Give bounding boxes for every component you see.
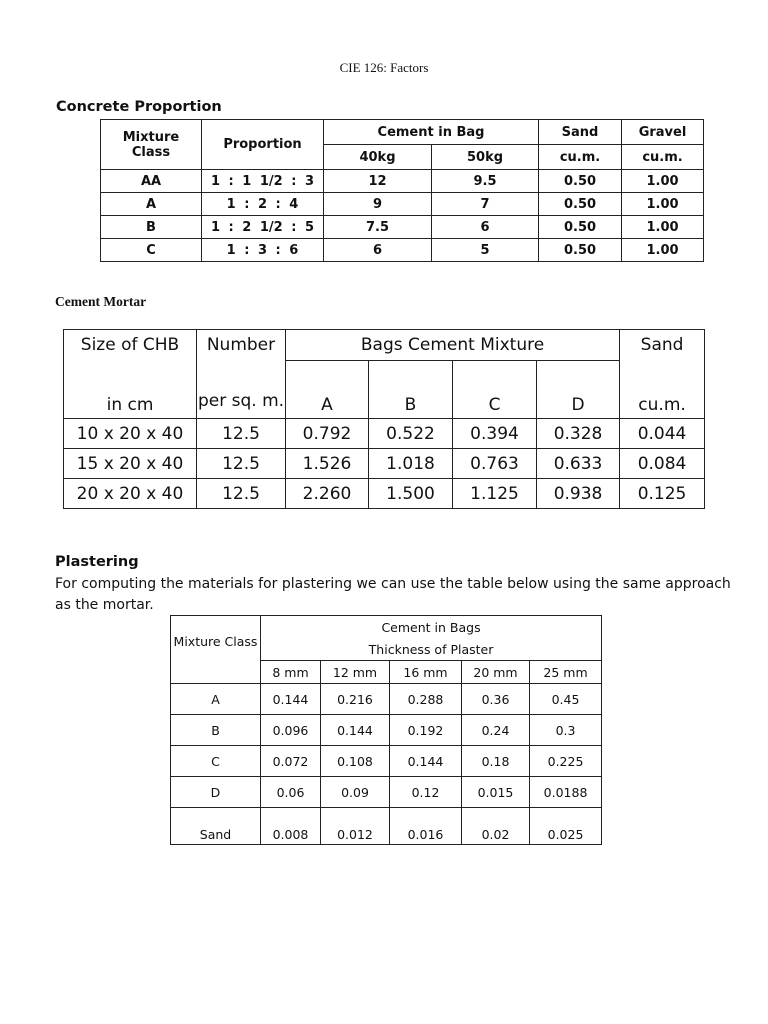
table-cell: 0.192 bbox=[390, 715, 462, 746]
table-cell: AA bbox=[101, 170, 202, 193]
table-cell: 1.00 bbox=[622, 239, 704, 262]
table-cell: 12.5 bbox=[197, 419, 286, 449]
table-cell: 0.025 bbox=[530, 808, 602, 845]
table-cell: 0.06 bbox=[261, 777, 321, 808]
table-cell: 0.50 bbox=[539, 239, 622, 262]
table-cell: 0.072 bbox=[261, 746, 321, 777]
table-cell: Sand bbox=[171, 808, 261, 845]
table-header-row bbox=[171, 616, 602, 639]
table-cell: 0.044 bbox=[620, 419, 705, 449]
table-cell: 1.500 bbox=[369, 479, 453, 509]
table-cell: 12.5 bbox=[197, 449, 286, 479]
table-cell: 6 bbox=[324, 239, 432, 262]
table-cell: 5 bbox=[432, 239, 539, 262]
table-row bbox=[171, 684, 602, 715]
table-cell: 1 : 3 : 6 bbox=[202, 239, 324, 262]
table-cell: D bbox=[171, 777, 261, 808]
table-cell: 0.09 bbox=[321, 777, 390, 808]
mixture-a-header: A bbox=[286, 361, 369, 419]
table-cell: 15 x 20 x 40 bbox=[64, 449, 197, 479]
number-unit-header: per sq. m. bbox=[197, 361, 286, 419]
size-unit-header: in cm bbox=[64, 361, 197, 419]
table-cell: 0.792 bbox=[286, 419, 369, 449]
table-cell: 0.02 bbox=[462, 808, 530, 845]
sand-header: Sand bbox=[539, 120, 622, 145]
table-row bbox=[64, 479, 705, 509]
cement-in-bag-header: Cement in Bag bbox=[324, 120, 539, 145]
table-cell: 0.50 bbox=[539, 170, 622, 193]
table-cell: 0.144 bbox=[321, 715, 390, 746]
mixture-d-header: D bbox=[537, 361, 620, 419]
table-cell: 9.5 bbox=[432, 170, 539, 193]
cement-mortar-table bbox=[63, 329, 705, 509]
number-header: Number bbox=[197, 330, 286, 361]
plastering-table bbox=[170, 615, 602, 845]
table-row bbox=[171, 715, 602, 746]
table-cell: 0.328 bbox=[537, 419, 620, 449]
table-cell: B bbox=[101, 216, 202, 239]
table-cell: 0.008 bbox=[261, 808, 321, 845]
table-cell: 1 : 2 1/2 : 5 bbox=[202, 216, 324, 239]
table-cell: 0.288 bbox=[390, 684, 462, 715]
table-row bbox=[171, 777, 602, 808]
table-cell: 0.633 bbox=[537, 449, 620, 479]
table-cell: 7 bbox=[432, 193, 539, 216]
table-row bbox=[171, 808, 602, 845]
table-cell: 0.763 bbox=[453, 449, 537, 479]
table-cell: 0.24 bbox=[462, 715, 530, 746]
bags-cement-mixture-header: Bags Cement Mixture bbox=[286, 330, 620, 361]
table-cell: 12 bbox=[324, 170, 432, 193]
table-cell: 20 x 20 x 40 bbox=[64, 479, 197, 509]
table-row bbox=[64, 449, 705, 479]
mixture-class-header bbox=[101, 120, 202, 170]
table-cell: 0.36 bbox=[462, 684, 530, 715]
table-cell: 9 bbox=[324, 193, 432, 216]
table-cell: A bbox=[171, 684, 261, 715]
table-cell: C bbox=[171, 746, 261, 777]
table-cell: 0.144 bbox=[390, 746, 462, 777]
bag-40kg-header: 40kg bbox=[324, 145, 432, 170]
thickness-20mm-header: 20 mm bbox=[462, 661, 530, 684]
table-header-row bbox=[64, 330, 705, 361]
table-cell: 1.00 bbox=[622, 170, 704, 193]
table-cell: 1 : 1 1/2 : 3 bbox=[202, 170, 324, 193]
table-cell: 0.522 bbox=[369, 419, 453, 449]
table-cell: 1 : 2 : 4 bbox=[202, 193, 324, 216]
table-cell: 0.108 bbox=[321, 746, 390, 777]
table-cell: 0.938 bbox=[537, 479, 620, 509]
sand-unit-header: cu.m. bbox=[620, 361, 705, 419]
table-cell: 0.015 bbox=[462, 777, 530, 808]
table-cell: 6 bbox=[432, 216, 539, 239]
plastering-paragraph: For computing the materials for plastering we can use the table below using the same approach as the mortar. bbox=[55, 576, 731, 613]
mixture-class-header: Mixture Class bbox=[171, 616, 261, 684]
cement-in-bags-header: Cement in Bags bbox=[261, 616, 602, 639]
table-cell: C bbox=[101, 239, 202, 262]
table-cell: 2.260 bbox=[286, 479, 369, 509]
table-cell: 0.144 bbox=[261, 684, 321, 715]
gravel-header: Gravel bbox=[622, 120, 704, 145]
table-cell: 0.3 bbox=[530, 715, 602, 746]
thickness-16mm-header: 16 mm bbox=[390, 661, 462, 684]
thickness-12mm-header: 12 mm bbox=[321, 661, 390, 684]
table-cell: B bbox=[171, 715, 261, 746]
sand-unit-header: cu.m. bbox=[539, 145, 622, 170]
size-chb-header: Size of CHB bbox=[64, 330, 197, 361]
table-row bbox=[101, 193, 704, 216]
plastering-heading: Plastering bbox=[55, 554, 139, 570]
table-cell: 1.526 bbox=[286, 449, 369, 479]
table-cell: 0.096 bbox=[261, 715, 321, 746]
bag-50kg-header: 50kg bbox=[432, 145, 539, 170]
thickness-25mm-header: 25 mm bbox=[530, 661, 602, 684]
header-text: Mixture bbox=[122, 129, 180, 145]
table-cell: 10 x 20 x 40 bbox=[64, 419, 197, 449]
table-header-row bbox=[101, 120, 704, 145]
concrete-proportion-heading: Concrete Proportion bbox=[56, 99, 222, 115]
table-cell: 0.50 bbox=[539, 193, 622, 216]
table-cell: 0.216 bbox=[321, 684, 390, 715]
table-row bbox=[171, 746, 602, 777]
table-row bbox=[101, 216, 704, 239]
table-row bbox=[101, 170, 704, 193]
mixture-b-header: B bbox=[369, 361, 453, 419]
mixture-c-header: C bbox=[453, 361, 537, 419]
table-row bbox=[101, 239, 704, 262]
thickness-8mm-header: 8 mm bbox=[261, 661, 321, 684]
table-cell: 7.5 bbox=[324, 216, 432, 239]
table-cell: A bbox=[101, 193, 202, 216]
table-cell: 0.18 bbox=[462, 746, 530, 777]
header-text: Class bbox=[131, 144, 171, 160]
table-cell: 0.125 bbox=[620, 479, 705, 509]
table-cell: 1.125 bbox=[453, 479, 537, 509]
table-cell: 0.45 bbox=[530, 684, 602, 715]
table-cell: 0.394 bbox=[453, 419, 537, 449]
table-header-row bbox=[64, 361, 705, 419]
table-cell: 12.5 bbox=[197, 479, 286, 509]
table-cell: 1.00 bbox=[622, 216, 704, 239]
concrete-proportion-table bbox=[100, 119, 704, 262]
thickness-of-plaster-header: Thickness of Plaster bbox=[261, 638, 602, 661]
table-row bbox=[64, 419, 705, 449]
proportion-header: Proportion bbox=[202, 120, 324, 170]
table-cell: 0.012 bbox=[321, 808, 390, 845]
document-title: CIE 126: Factors bbox=[339, 60, 429, 75]
table-cell: 0.12 bbox=[390, 777, 462, 808]
gravel-unit-header: cu.m. bbox=[622, 145, 704, 170]
table-cell: 0.225 bbox=[530, 746, 602, 777]
sand-header: Sand bbox=[620, 330, 705, 361]
table-cell: 0.016 bbox=[390, 808, 462, 845]
table-cell: 1.00 bbox=[622, 193, 704, 216]
cement-mortar-heading: Cement Mortar bbox=[55, 294, 147, 309]
table-cell: 1.018 bbox=[369, 449, 453, 479]
table-cell: 0.084 bbox=[620, 449, 705, 479]
table-cell: 0.50 bbox=[539, 216, 622, 239]
table-cell: 0.0188 bbox=[530, 777, 602, 808]
